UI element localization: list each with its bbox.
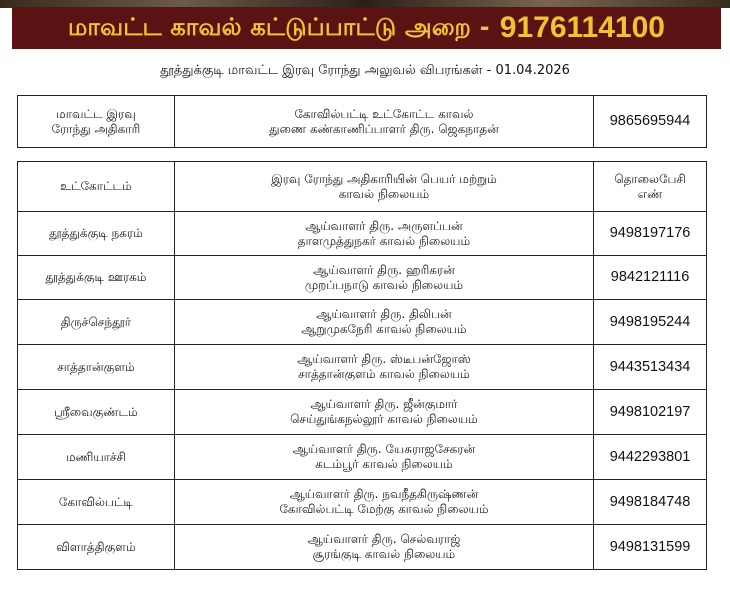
officer-cell bbox=[174, 345, 593, 390]
station-name: கடம்பூர் காவல் நிலையம் bbox=[315, 457, 453, 471]
district-officer-table bbox=[17, 95, 707, 148]
header-officer-line1: இரவு ரோந்து அதிகாரியின் பெயர் மற்றும் bbox=[271, 171, 497, 186]
banner-title: மாவட்ட காவல் கட்டுப்பாட்டு அறை - bbox=[68, 12, 490, 41]
station-name: சாத்தான்குளம் காவல் நிலையம் bbox=[298, 367, 470, 381]
station-name: செய்துங்கநல்லூர் காவல் நிலையம் bbox=[290, 412, 478, 426]
officer-name: ஆய்வாளர் திரு. திலிபன் bbox=[316, 307, 452, 321]
phone-cell: 9498102197 bbox=[594, 390, 707, 435]
header-phone bbox=[594, 162, 707, 212]
banner-phone: 9176114100 bbox=[499, 11, 665, 44]
phone-cell: 9498197176 bbox=[594, 212, 707, 256]
officer-name: ஆய்வாளர் திரு. யேசுராஜசேகரன் bbox=[292, 442, 476, 456]
officer-cell bbox=[174, 212, 593, 256]
district-officer-name-line1: கோவில்பட்டி உட்கோட்ட காவல் bbox=[294, 106, 474, 121]
district-officer-row bbox=[18, 96, 707, 148]
phone-cell: 9443513434 bbox=[594, 345, 707, 390]
officer-name: ஆய்வாளர் திரு. செல்வராஜ் bbox=[307, 532, 461, 546]
officer-name: ஆய்வாளர் திரு. நவநீதகிருஷ்ணன் bbox=[289, 487, 479, 501]
table-row bbox=[18, 435, 707, 480]
table-row bbox=[18, 480, 707, 525]
station-name: முறப்பநாடு காவல் நிலையம் bbox=[304, 277, 464, 292]
district-officer-label-line2: ரோந்து அதிகாரி bbox=[51, 121, 141, 136]
header-phone-line1: தொலைபேசி bbox=[614, 171, 686, 186]
subdivision-cell: விளாத்திகுளம் bbox=[18, 525, 175, 570]
table-row bbox=[18, 256, 707, 300]
subdivision-cell: தூத்துக்குடி நகரம் bbox=[18, 212, 175, 256]
phone-cell: 9498131599 bbox=[594, 525, 707, 570]
control-room-banner bbox=[12, 7, 721, 49]
station-name: தாளமுத்துநகர் காவல் நிலையம் bbox=[297, 233, 471, 248]
subdivision-cell: தூத்துக்குடி ஊரகம் bbox=[18, 256, 175, 300]
phone-cell: 9498184748 bbox=[594, 480, 707, 525]
officer-cell bbox=[174, 435, 593, 480]
header-officer bbox=[174, 162, 593, 212]
officer-cell bbox=[174, 480, 593, 525]
subdivision-cell: ஸ்ரீவைகுண்டம் bbox=[18, 390, 175, 435]
officer-name: ஆய்வாளர் திரு. ஹரிகரன் bbox=[313, 262, 455, 277]
table-row bbox=[18, 390, 707, 435]
phone-cell: 9442293801 bbox=[594, 435, 707, 480]
subdivision-cell: மணியாச்சி bbox=[18, 435, 175, 480]
station-name: சூரங்குடி காவல் நிலையம் bbox=[312, 547, 456, 561]
subdivision-cell: கோவில்பட்டி bbox=[18, 480, 175, 525]
page-subtitle: தூத்துக்குடி மாவட்ட இரவு ரோந்து அலுவல் விபரங்கள் - 01.04.2026 bbox=[160, 63, 570, 78]
officer-cell bbox=[174, 300, 593, 345]
header-subdivision: உட்கோட்டம் bbox=[18, 162, 175, 212]
phone-cell: 9498195244 bbox=[594, 300, 707, 345]
phone-cell: 9842121116 bbox=[594, 256, 707, 300]
table-row bbox=[18, 525, 707, 570]
officer-name: ஆய்வாளர் திரு. ஸ்டீபன்ஜோஸ் bbox=[297, 352, 471, 366]
table-header-row bbox=[18, 162, 707, 212]
header-officer-line2: காவல் நிலையம் bbox=[338, 186, 430, 201]
subdivision-cell: திருச்செந்தூர் bbox=[18, 300, 175, 345]
station-name: கோவில்பட்டி மேற்கு காவல் நிலையம் bbox=[279, 502, 489, 516]
station-name: ஆறுமுகநேரி காவல் நிலையம் bbox=[301, 322, 467, 336]
district-officer-label bbox=[18, 96, 175, 148]
table-row bbox=[18, 345, 707, 390]
district-officer-name bbox=[174, 96, 593, 148]
officer-cell bbox=[174, 525, 593, 570]
subdivision-cell: சாத்தான்குளம் bbox=[18, 345, 175, 390]
table-row bbox=[18, 300, 707, 345]
officer-cell bbox=[174, 390, 593, 435]
table-row bbox=[18, 212, 707, 256]
district-officer-phone: 9865695944 bbox=[594, 96, 707, 148]
officer-name: ஆய்வாளர் திரு. அருளப்பன் bbox=[305, 218, 463, 233]
station-officers-table bbox=[17, 161, 707, 570]
officer-cell bbox=[174, 256, 593, 300]
officer-name: ஆய்வாளர் திரு. ஜீன்குமார் bbox=[310, 397, 458, 411]
district-officer-label-line1: மாவட்ட இரவு bbox=[56, 106, 136, 121]
district-officer-name-line2: துணை கண்காணிப்பாளர் திரு. ஜெகநாதன் bbox=[269, 121, 499, 136]
header-phone-line2: எண் bbox=[637, 186, 663, 201]
